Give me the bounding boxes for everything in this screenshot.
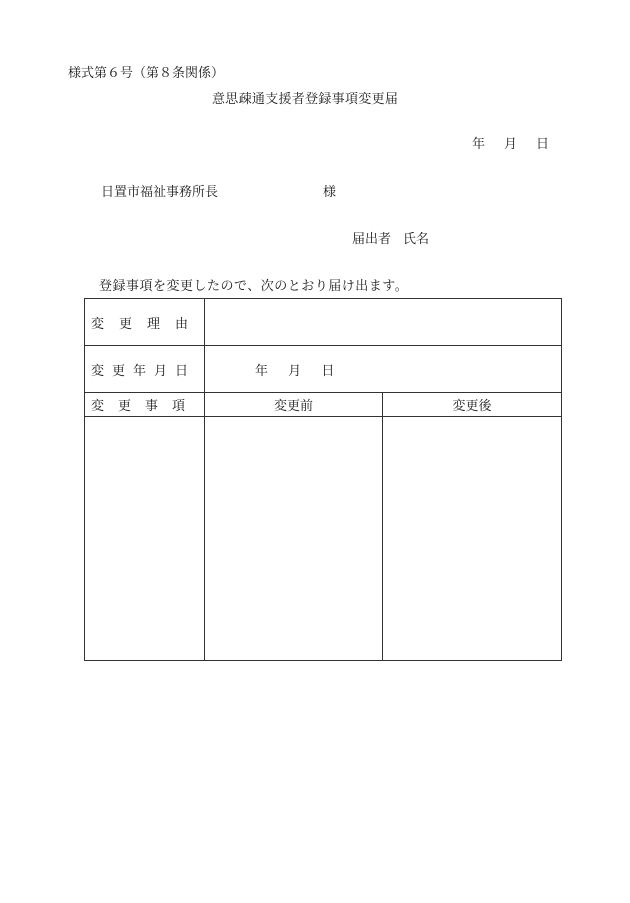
change-month-label: 月 [288,363,302,379]
statement-text: 登録事項を変更したので、次のとおり届け出ます。 [99,279,409,294]
items-header-row [85,393,562,417]
change-day-label: 日 [321,363,335,379]
applicant-block [352,232,429,248]
submission-date [472,137,549,153]
form-number: 様式第６号（第８条関係） [68,66,225,81]
change-year-label: 年 [255,363,269,379]
reason-label: 変更理由 [85,299,205,346]
year-label: 年 [472,137,486,152]
reason-field[interactable] [205,299,562,346]
change-date-row [85,346,562,393]
document-title: 意思疎通支援者登録事項変更届 [212,92,399,107]
items-field[interactable] [85,417,205,661]
addressee-honorific: 様 [323,185,337,200]
after-label: 変更後 [383,393,562,417]
day-label: 日 [536,137,550,152]
before-field[interactable] [205,417,383,661]
applicant-label: 届出者 [352,232,392,247]
addressee-name: 日置市福祉事務所長 [101,185,219,200]
change-date-field[interactable] [205,346,562,393]
reason-row [85,299,562,346]
month-label: 月 [504,137,518,152]
before-label: 変更前 [205,393,383,417]
applicant-name-label: 氏名 [403,232,430,247]
change-date-label: 変更年月日 [85,346,205,393]
change-form-table [84,298,562,661]
after-field[interactable] [383,417,562,661]
items-label: 変更事項 [85,393,205,417]
items-body-row [85,417,562,661]
